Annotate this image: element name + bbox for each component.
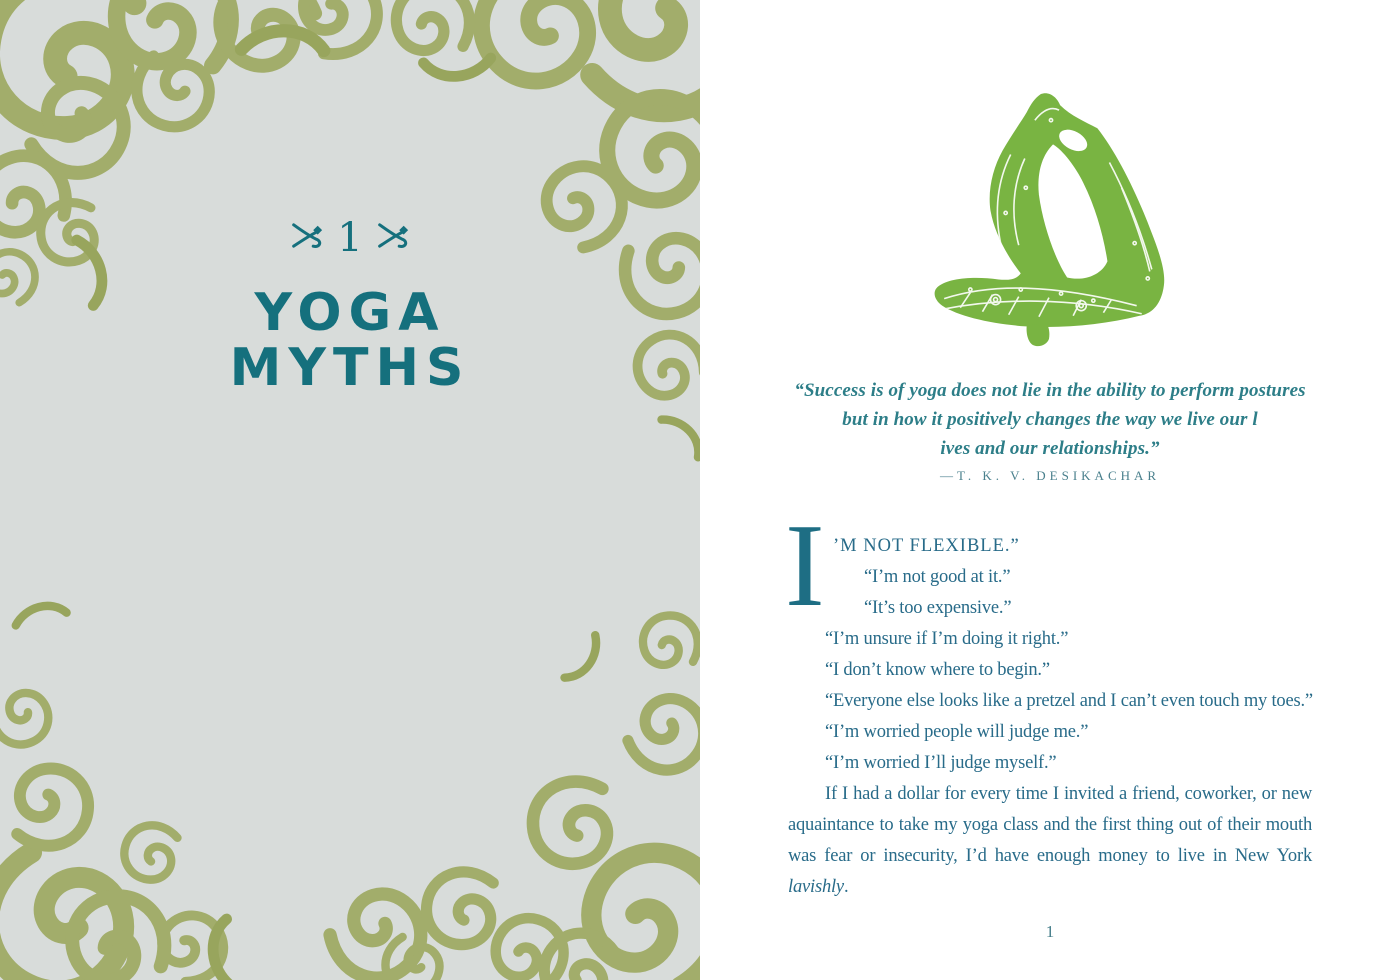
quote-line: ives and our relationships.” xyxy=(940,438,1160,459)
chapter-marker xyxy=(0,216,700,260)
chapter-number: 1 xyxy=(337,215,363,261)
page-number: 1 xyxy=(1045,922,1055,941)
body-line: “I don’t know where to begin.” xyxy=(825,660,1050,680)
quote-line: but in how it positively changes the way we live our l xyxy=(842,409,1258,430)
closing-paragraph xyxy=(788,779,1312,903)
quote-line: “Success is of yoga does not lie in the ability to perform postures xyxy=(794,380,1306,401)
title-line: YOGA xyxy=(254,283,446,343)
body-line: “It’s too expensive.” xyxy=(864,598,1012,618)
body-line: “I’m worried I’ll judge myself.” xyxy=(825,753,1057,773)
epigraph-quote xyxy=(700,376,1400,463)
body-text xyxy=(785,499,1313,903)
closing-period: . xyxy=(843,877,849,897)
right-page xyxy=(700,0,1400,980)
title-line: MYTHS xyxy=(229,338,471,398)
chapter-dingbat-right-icon xyxy=(377,222,409,254)
closing-italic-word: lavishly xyxy=(788,877,844,897)
drop-cap: I xyxy=(785,499,825,631)
body-line: “I’m worried people will judge me.” xyxy=(825,722,1089,742)
body-line: “Everyone else looks like a pretzel and I can’t even touch my toes.” xyxy=(825,691,1313,711)
chapter-dingbat-left-icon xyxy=(291,222,323,254)
closing-text: If I had a dollar for every time I invited a friend, coworker, or new aquaintance to take my yoga class and the first thing out of their mouth was fear or insecurity, I’d have enough money to live in New York xyxy=(788,784,1312,866)
body-line: “I’m unsure if I’m doing it right.” xyxy=(825,629,1069,649)
body-line: “I’m not good at it.” xyxy=(864,567,1011,587)
quote-attribution: —T. K. V. DESIKACHAR xyxy=(939,468,1161,483)
body-line: ’M NOT FLEXIBLE.” xyxy=(833,536,1020,556)
chapter-title xyxy=(0,283,700,398)
yoga-pose-illustration xyxy=(930,92,1172,348)
